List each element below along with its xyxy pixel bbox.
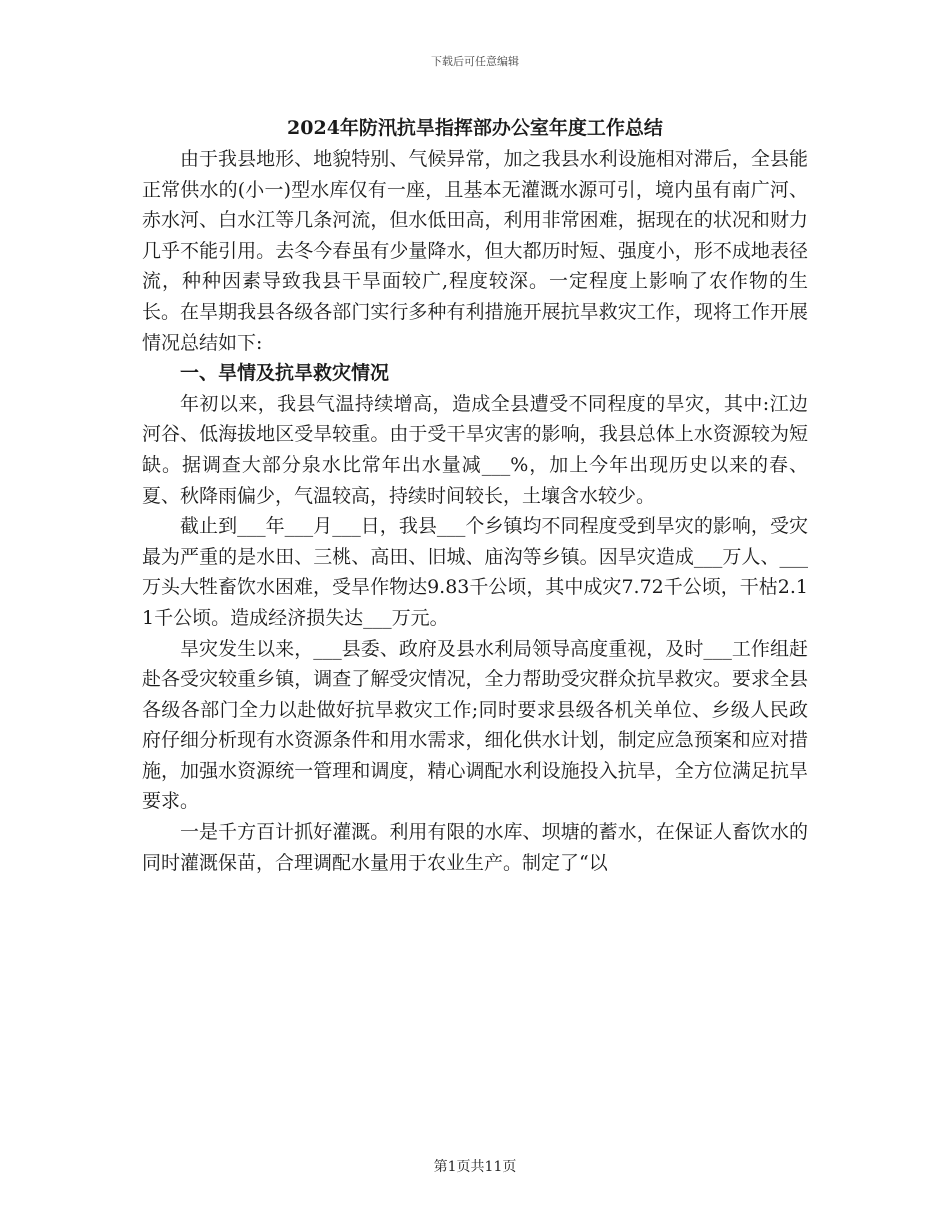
paragraph-intro: 由于我县地形、地貌特别、气候异常，加之我县水利设施相对滞后，全县能正常供水的(小一)型水库仅有一座，且基本无灌溉水源可引，境内虽有南广河、赤水河、白水江等几条河流，但水低田高，利用非常困难，据现在的状况和财力几乎不能引用。去冬今春虽有少量降水，但大都历时短、强度小，形不成地表径流，种种因素导致我县干旱面较广,程度较深。一定程度上影响了农作物的生长。在旱期我县各级各部门实行多种有利措施开展抗旱救灾工作，现将工作开展情况总结如下:: [142, 148, 808, 354]
paragraph-disaster-stats: 截止到___年___月___日，我县___个乡镇均不同程度受到旱灾的影响，受灾最为严重的是水田、三桃、高田、旧城、庙沟等乡镇。因旱灾造成___万人、___万头大牲畜饮水困难，受旱作物达9.83千公顷，其中成灾7.72千公顷，干枯2.11千公顷。造成经济损失达___万元。: [142, 515, 808, 629]
page-number: 第1页共11页: [433, 1159, 517, 1175]
paragraph-response: 旱灾发生以来，___县委、政府及县水利局领导高度重视，及时___工作组赶赴各受灾较重乡镇，调查了解受灾情况，全力帮助受灾群众抗旱救灾。要求全县各级各部门全力以赴做好抗旱救灾工作;同时要求县级各机关单位、乡级人民政府仔细分析现有水资源条件和用水需求，细化供水计划，制定应急预案和应对措施，加强水资源统一管理和调度，精心调配水利设施投入抗旱，全方位满足抗旱要求。: [142, 637, 808, 813]
paragraph-irrigation: 一是千方百计抓好灌溉。利用有限的水库、坝塘的蓄水，在保证人畜饮水的同时灌溉保苗，合理调配水量用于农业生产。制定了“以: [142, 821, 808, 874]
header-note: 下载后可任意编辑: [431, 55, 519, 68]
document-title: 2024年防汛抗旱指挥部办公室年度工作总结: [287, 117, 663, 139]
document-body: [142, 112, 808, 878]
section-heading: 一、旱情及抗旱救灾情况: [180, 362, 390, 385]
paragraph-drought-overview: 年初以来，我县气温持续增高，造成全县遭受不同程度的旱灾，其中:江边河谷、低海拔地区受旱较重。由于受干旱灾害的影响，我县总体上水资源较为短缺。据调查大部分泉水比常年出水量减___%，加上今年出现历史以来的春、夏、秋降雨偏少，气温较高，持续时间较长，土壤含水较少。: [142, 392, 808, 507]
